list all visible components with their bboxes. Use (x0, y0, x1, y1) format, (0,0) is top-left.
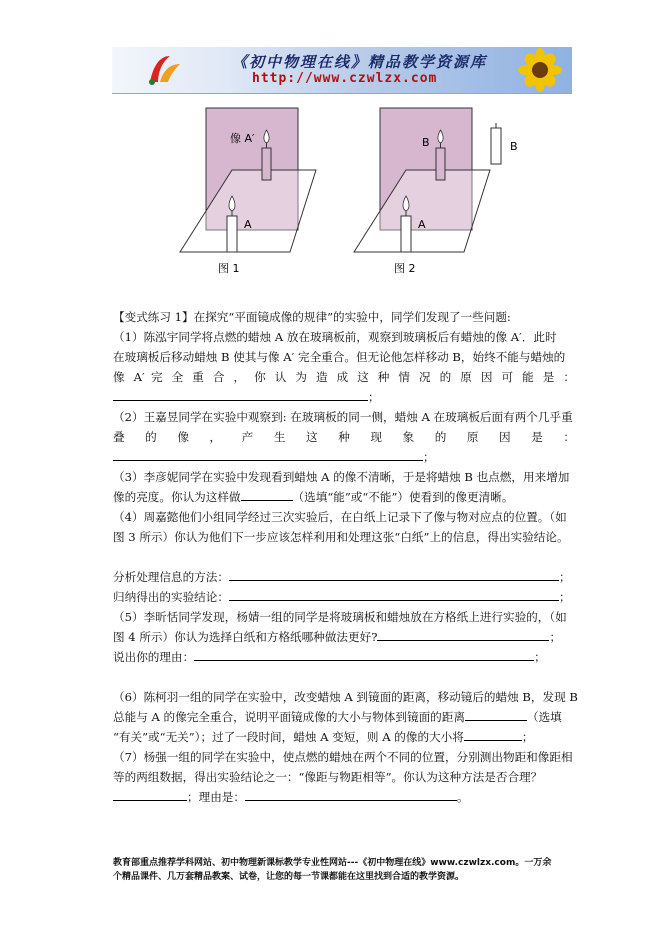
q7-line-2: 等的两组数据，得出实验结论之一：“像距与物距相等”。你认为这种方法是否合理？ (113, 770, 543, 784)
spacer (113, 547, 575, 567)
spacer-2 (113, 667, 575, 687)
q7-reason-blank[interactable] (245, 788, 457, 801)
q6-distance-blank[interactable] (465, 708, 527, 721)
q7-reasonable-blank[interactable] (113, 788, 187, 801)
q2-answer-blank[interactable] (113, 448, 423, 461)
q2-line-2: 叠 的 像 ， 产 生 这 种 现 象 的 原 因 是 ： (113, 430, 575, 444)
page-footer (113, 856, 575, 884)
q1-line-2: 在玻璃板后移动蜡烛 B 使其与像 A′ 完全重合。但无论他怎样移动 B，始终不能与蜡烛的 (113, 350, 566, 364)
q4-method-blank[interactable] (229, 568, 559, 581)
q1-answer-row: ； (113, 387, 575, 407)
site-logo-icon (144, 52, 184, 88)
q1-line-3: 像 A′ 完 全 重 合 ， 你 认 为 造 成 这 种 情 况 的 原 因 可 能 是 ： (113, 370, 575, 384)
banner-url[interactable]: http://www.czwlzx.com (252, 71, 438, 86)
q3-line-2: 像的亮度。你认为这样做 （选填“能”或“不能”）使看到的像更清晰。 (113, 490, 514, 504)
exercise-text (113, 307, 578, 807)
q6-size-blank[interactable] (464, 728, 522, 741)
fig1-image-label: 像 A′ (230, 132, 255, 145)
q5-reason-blank[interactable] (194, 648, 534, 661)
q6-line-2: 总能与 A 的像完全重合，说明平面镜成像的大小与物体到镜面的距离 （选填 (113, 710, 562, 724)
q4-line-1: （4）周嘉懿他们小组同学经过三次实验后，在白纸上记录下了像与物对应点的位置。（如 (113, 510, 567, 524)
fig2-candle-label: A (418, 218, 426, 231)
fig2-caption: 图 2 (394, 262, 416, 275)
q7-answer-row: ；理由是： 。 (113, 787, 575, 807)
q3-answer-blank[interactable] (241, 488, 293, 501)
q4-conclusion-blank[interactable] (229, 588, 559, 601)
fig2-right-label: B (510, 140, 518, 153)
figure-1 (178, 100, 318, 276)
q1-line-1: （1）陈泓宇同学将点燃的蜡烛 A 放在玻璃板前，观察到玻璃板后有蜡烛的像 A′．此时 (113, 330, 557, 344)
q7-line-1: （7）杨强一组的同学在实验中，使点燃的蜡烛在两个不同的位置，分别测出物距和像距相 (113, 750, 573, 764)
q4-line-2: 图 3 所示）你认为他们下一步应该怎样利用和处理这张“白纸”上的信息，得出实验结论。 (113, 530, 569, 544)
fig1-caption: 图 1 (218, 262, 240, 275)
fig2-left-label: B (422, 136, 430, 149)
q4-method-row: 分析处理信息的方法： ； (113, 570, 571, 584)
footer-line-1: 教育部重点推荐学科网站、初中物理新课标教学专业性网站---《初中物理在线》www.czwlzx.com。一万余 (113, 858, 552, 868)
exercise-heading: 【变式练习 1】在探究“平面镜成像的规律”的实验中，同学们发现了一些问题: (113, 310, 511, 324)
q5-choice-blank[interactable] (377, 628, 549, 641)
sunflower-icon (508, 47, 568, 93)
footer-line-2: 个精品课件、几万套精品教案、试卷，让您的每一节课都能在这里找到合适的教学资源。 (113, 872, 465, 882)
banner-title: 《初中物理在线》精品教学资源库 (232, 53, 488, 71)
q2-answer-row: ； (113, 447, 575, 467)
q1-answer-blank[interactable] (113, 388, 368, 401)
header-banner (112, 47, 572, 94)
q4-conclusion-row: 归纳得出的实验结论： ； (113, 590, 571, 604)
q2-line-1: （2）王嘉昱同学在实验中观察到: 在玻璃板的同一侧，蜡烛 A 在玻璃板后面有两个几乎重 (113, 410, 573, 424)
q5-line-2: 图 4 所示）你认为选择白纸和方格纸哪种做法更好? ； (113, 630, 562, 644)
figure-2 (352, 100, 532, 276)
q3-line-1: （3）李彦妮同学在实验中发现看到蜡烛 A 的像不清晰，于是将蜡烛 B 也点燃，用来增加 (113, 470, 570, 484)
q5-reason-row: 说出你的理由： ； (113, 650, 546, 664)
fig1-candle-label: A (244, 218, 252, 231)
q6-line-3: “有关”或“无关”）；过了一段时间，蜡烛 A 变短，则 A 的像的大小将 ； (113, 730, 534, 744)
q6-line-1: （6）陈柯羽一组的同学在实验中，改变蜡烛 A 到镜面的距离，移动镜后的蜡烛 B，发现 B (113, 690, 578, 704)
q5-line-1: （5）李昕恬同学发现，杨婧一组的同学是将玻璃板和蜡烛放在方格纸上进行实验的，（如 (113, 610, 567, 624)
